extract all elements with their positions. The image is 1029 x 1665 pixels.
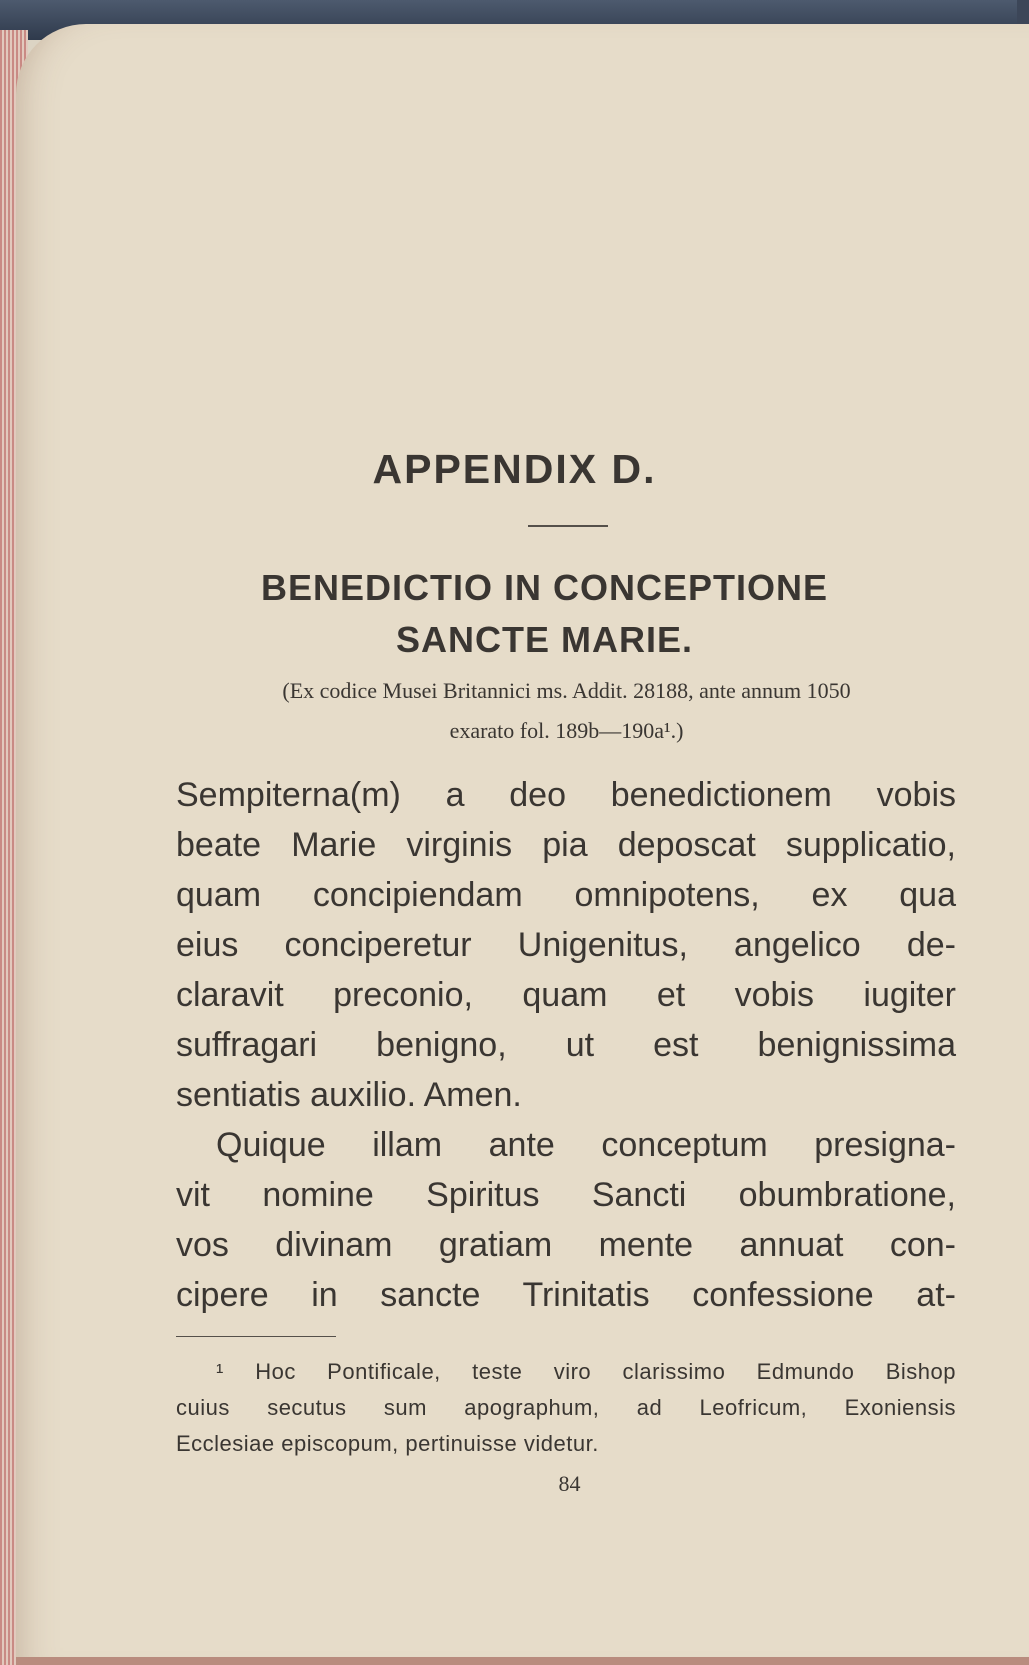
body-line-3: quam concipiendam omnipotens, ex qua [176, 876, 956, 914]
section-heading-line-1: BENEDICTIO IN CONCEPTIONE [260, 567, 829, 608]
body-line-6: suffragari benigno, ut est benignissima [176, 1026, 956, 1064]
body-line-2: beate Marie virginis pia deposcat supplicatio, [176, 826, 956, 864]
body-line-10: vos divinam gratiam mente annuat con- [176, 1226, 956, 1264]
source-note-line-2: exarato fol. 189b—190a¹.) [449, 718, 684, 743]
section-heading-line-2: SANCTE MARIE. [395, 619, 693, 660]
appendix-title: APPENDIX D. [372, 446, 657, 492]
body-line-8: Quique illam ante conceptum presigna- [216, 1126, 956, 1164]
source-note-line-1: (Ex codice Musei Britannici ms. Addit. 28188, ante annum 1050 [282, 678, 851, 703]
body-line-11: cipere in sancte Trinitatis confessione at- [176, 1276, 956, 1314]
body-line-1: Sempiterna(m) a deo benedictionem vobis [176, 776, 956, 814]
footnote-line-3: Ecclesiae episcopum, pertinuisse videtur. [176, 1431, 599, 1456]
footnote-divider [176, 1336, 336, 1337]
footnote-line-2: cuius secutus sum apographum, ad Leofricum, Exoniensis [176, 1395, 956, 1420]
body-line-9: vit nomine Spiritus Sancti obumbratione, [176, 1176, 956, 1214]
body-line-5: claravit preconio, quam et vobis iugiter [176, 976, 956, 1014]
body-line-7: sentiatis auxilio. Amen. [176, 1076, 522, 1114]
body-line-4: eius conciperetur Unigenitus, angelico de- [176, 926, 956, 964]
page-number: 84 [558, 1471, 581, 1496]
footnote-line-1: ¹ Hoc Pontificale, teste viro clarissimo Edmundo Bishop [216, 1359, 956, 1384]
title-divider [528, 525, 608, 527]
page-bottom-edge [16, 1657, 1029, 1665]
